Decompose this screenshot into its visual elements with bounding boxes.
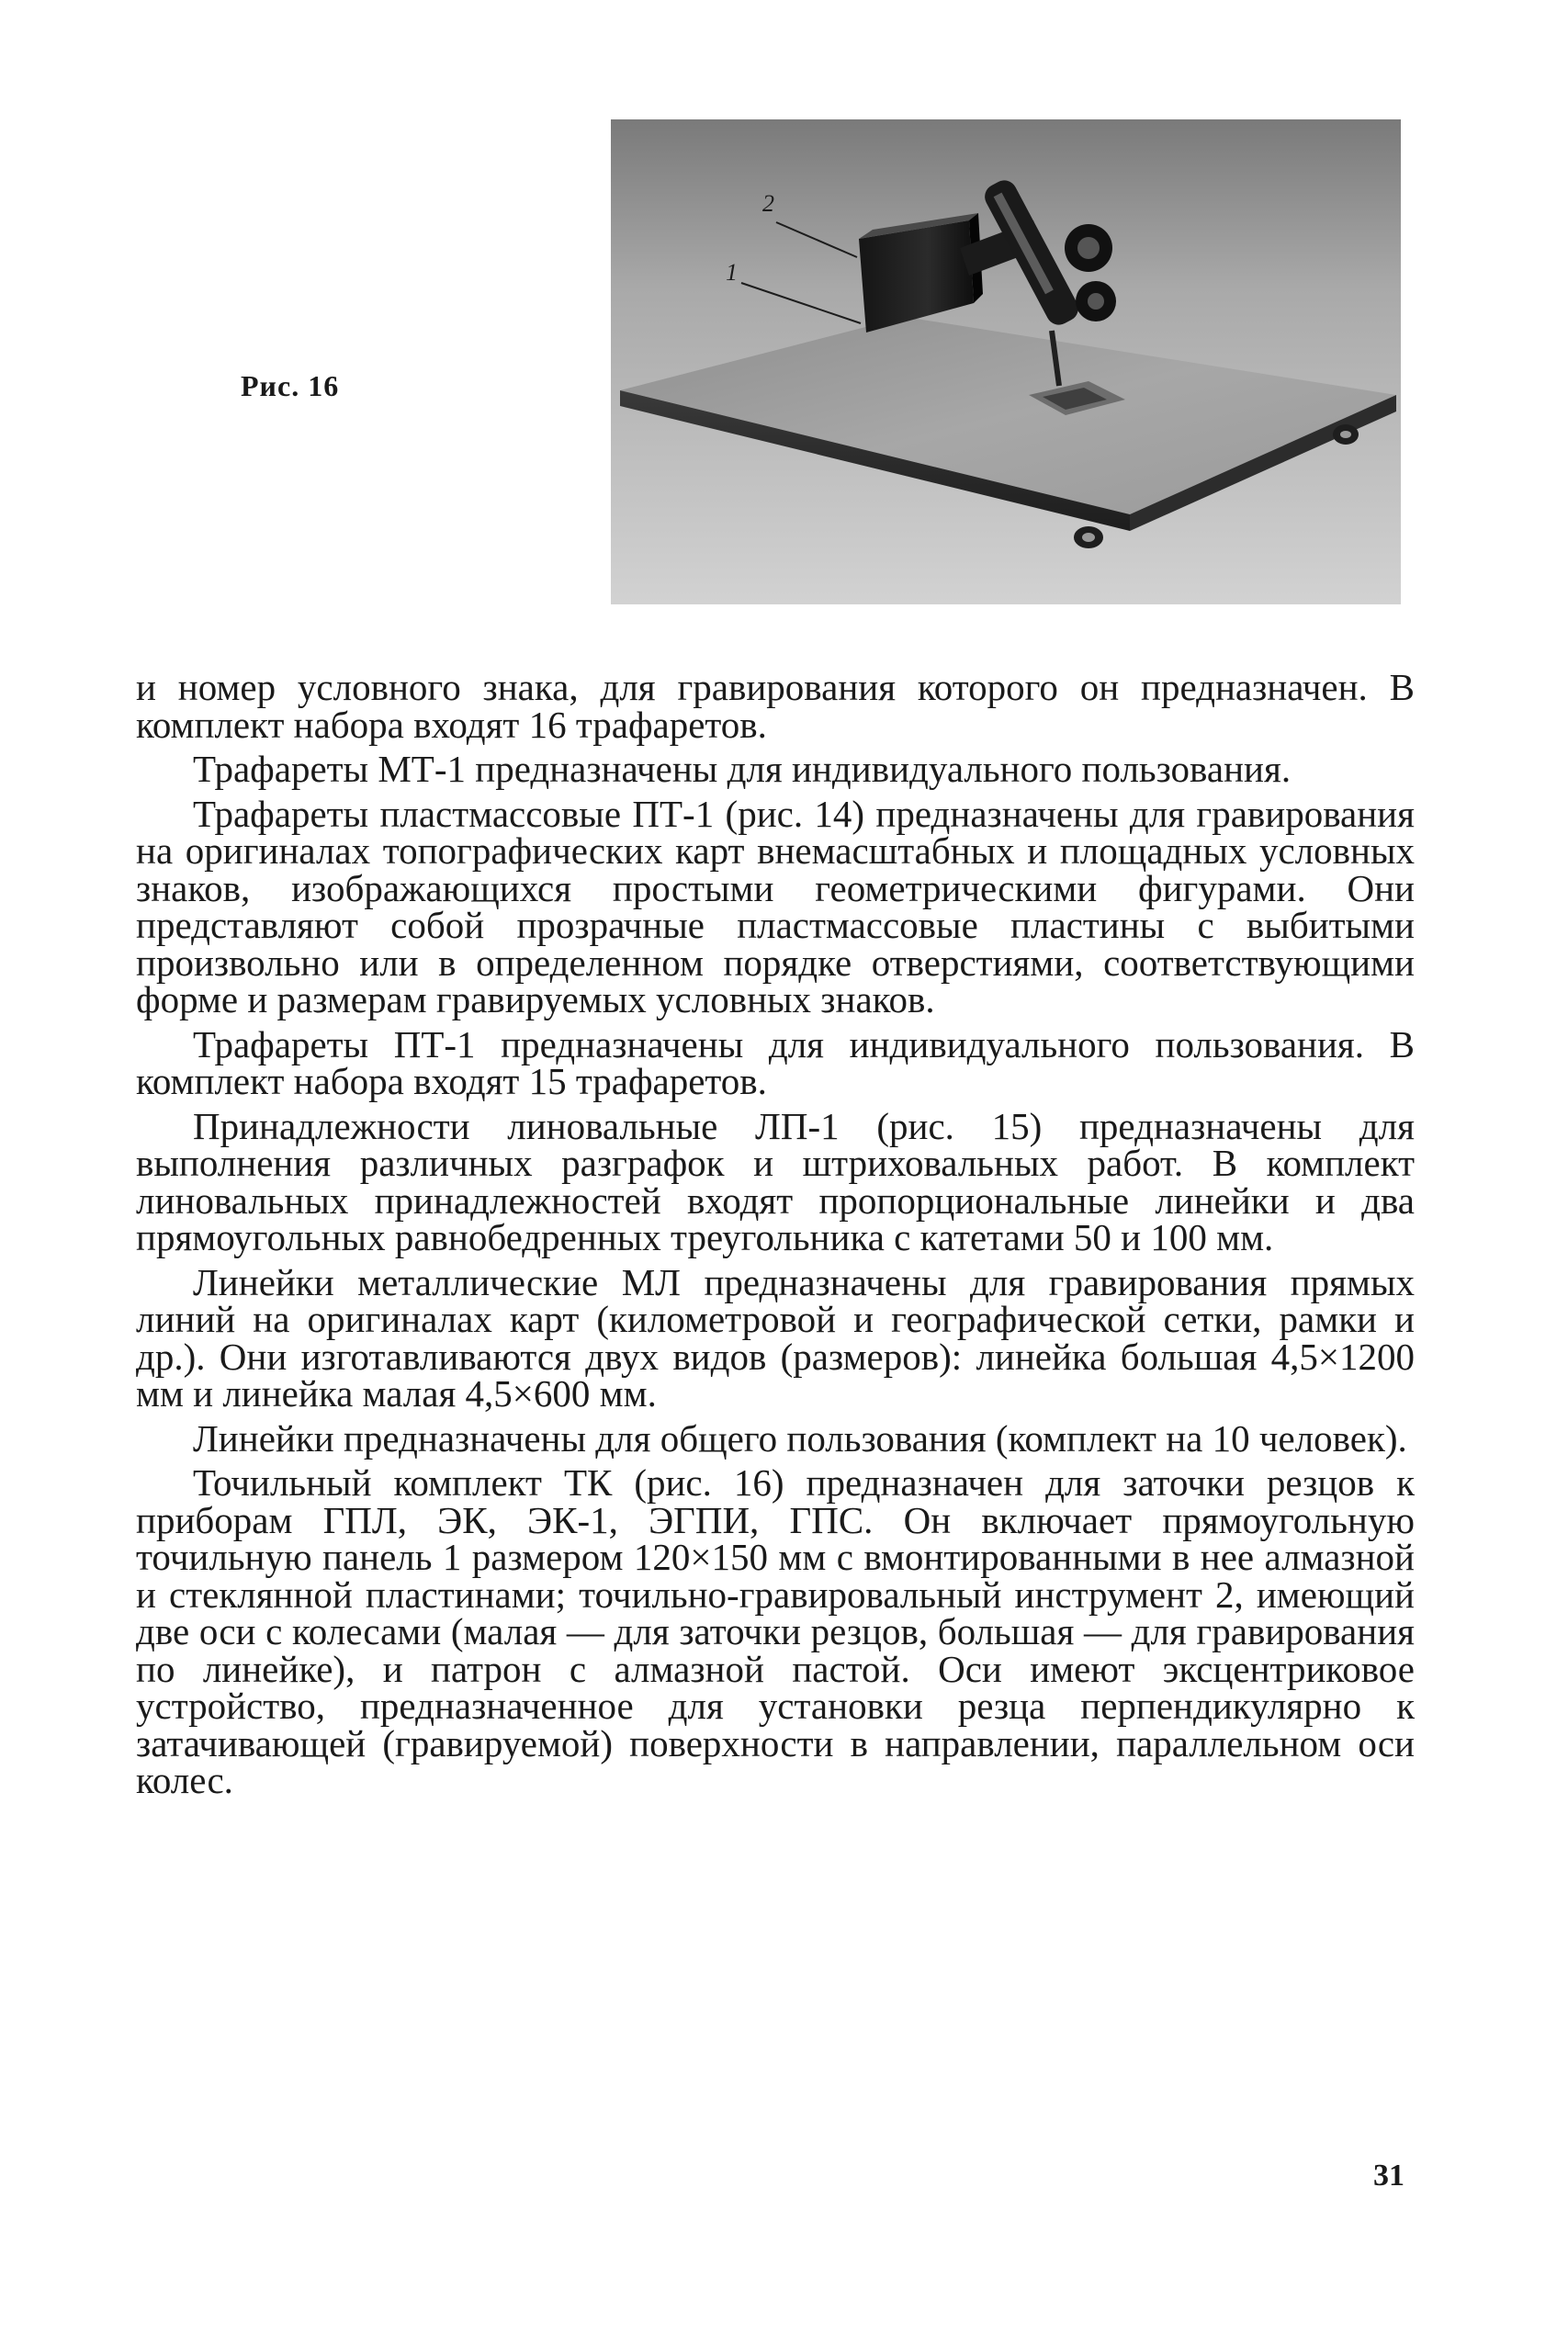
paragraph: Линейки металлические МЛ предназначены для гравирования прямых линий на оригиналах карт (километровой и географической сетки, рамки и др.). Они изготавливаются двух видов (размеров): линейка большая 4,5×1200 мм и линейка малая 4,5×600 мм. — [136, 1260, 1415, 1415]
body-text — [136, 666, 1415, 1807]
paragraph: Точильный комплект ТК (рис. 16) предназначен для заточки резцов к приборам ГПЛ, ЭК, ЭК-1, ЭГПИ, ГПС. Он включает прямоугольную точильную панель 1 размером 120×150 мм с вмонтированными в нее алмазной и стеклянной пластинами; точильно-гравировальный инструмент 2, имеющий две оси с колесами (малая — для заточки резцов, большая — для гравирования по линейке), и патрон с алмазной пастой. Оси имеют эксцентриковое устройство, предназначенное для установки резца перпендикулярно к затачивающей (гравируемой) поверхности в направлении, параллельном оси колес. — [136, 1461, 1415, 1801]
figure-photo — [611, 119, 1401, 604]
paragraph: Трафареты МТ-1 предназначены для индивидуального пользования. — [193, 748, 1292, 790]
paragraph: и номер условного знака, для гравирования которого он предназначен. В комплект набора входят 16 трафаретов. — [136, 666, 1415, 746]
callout-2: 2 — [762, 190, 774, 217]
paragraph: Трафареты пластмассовые ПТ-1 (рис. 14) предназначены для гравирования на оригиналах топографических карт внемасштабных и площадных условных знаков, изображающихся простыми геометрическими фигурами. Они представляют собой прозрачные пластмассовые пластины с выбитыми произвольно или в определенном порядке отверстиями, соответствующими форме и размерам гравируемых условных знаков. — [136, 792, 1415, 1020]
paragraph: Трафареты ПТ-1 предназначены для индивидуального пользования. В комплект набора входят 15 трафаретов. — [136, 1022, 1415, 1102]
paragraph: Линейки предназначены для общего пользования (комплект на 10 человек). — [193, 1416, 1407, 1460]
page-number: 31 — [1373, 2159, 1404, 2193]
figure-label: Рис. 16 — [241, 369, 340, 402]
callout-1: 1 — [726, 259, 738, 286]
paragraph: Принадлежности линовальные ЛП-1 (рис. 15) предназначены для выполнения различных разграфок и штриховальных работ. В комплект линовальных принадлежностей входят пропорциональные линейки и два прямоугольных равнобедренных треугольника с катетами 50 и 100 мм. — [136, 1104, 1415, 1258]
